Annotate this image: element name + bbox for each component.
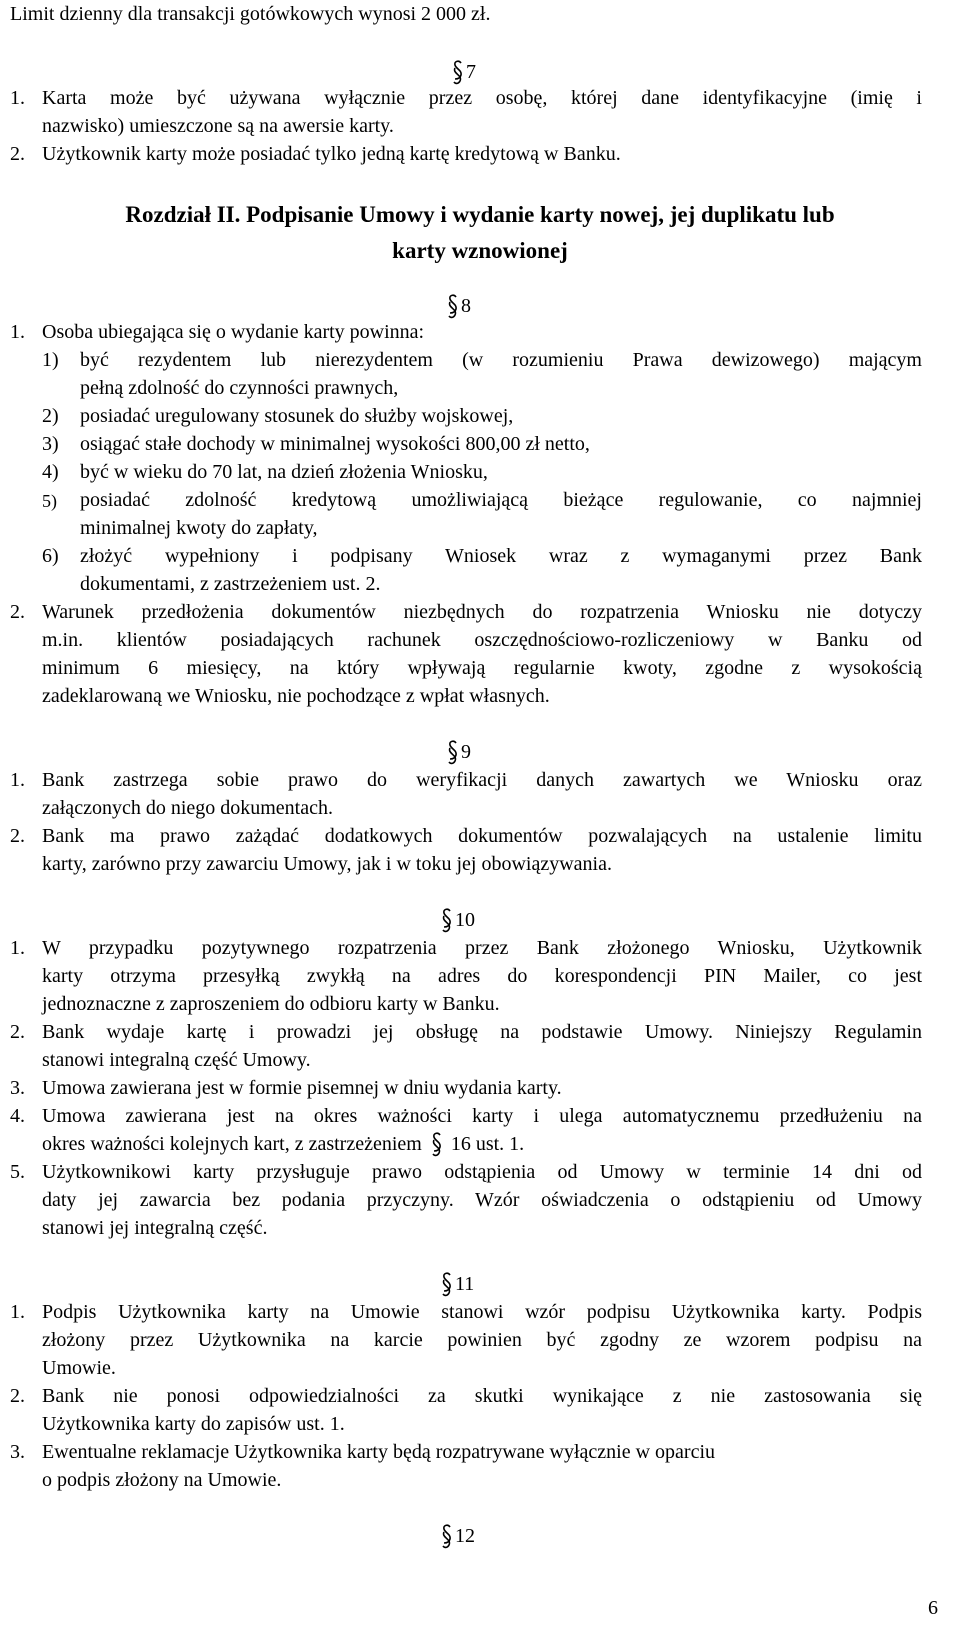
list-item-number: 1. xyxy=(10,769,25,791)
list-item-text: Użytkownik karty może posiadać tylko jedną kartę kredytową w Banku. xyxy=(42,143,621,165)
list-item-text: Użytkownikowi karty przysługuje prawo odstąpienia od Umowy w terminie 14 dni od xyxy=(42,1161,922,1183)
list-item-text: Karta może być używana wyłącznie przez osobę, której dane identyfikacyjne (imię i xyxy=(42,87,922,109)
list-item-number: 1. xyxy=(10,87,25,109)
list-item-text: stanowi integralną część Umowy. xyxy=(42,1049,311,1071)
section-sign-icon xyxy=(441,906,455,934)
list-item-text: załączonych do niego dokumentach. xyxy=(42,797,333,819)
sublist-text: złożyć wypełniony i podpisany Wniosek wraz z wymaganymi przez Bank xyxy=(80,545,922,567)
list-item-text: karty, zarówno przy zawarciu Umowy, jak i w toku jej obowiązywania. xyxy=(42,853,612,875)
list-item-text: stanowi jej integralną część. xyxy=(42,1217,268,1239)
section-sign-icon xyxy=(447,292,461,320)
section-sign-icon xyxy=(431,1130,445,1158)
sublist-text: posiadać uregulowany stosunek do służby wojskowej, xyxy=(80,405,514,427)
list-item-number: 5. xyxy=(10,1161,25,1183)
list-item-text: minimum 6 miesięcy, na który wpływają regularnie kwoty, zgodne z wysokością xyxy=(42,657,922,679)
section-sign-icon xyxy=(447,738,461,766)
list-item-number: 4. xyxy=(10,1105,25,1127)
list-item-number: 2. xyxy=(10,825,25,847)
section-8-heading xyxy=(447,292,471,320)
sublist-number: 5) xyxy=(42,491,57,511)
list-item-number: 2. xyxy=(10,601,25,623)
list-item-text: złożony przez Użytkownika na karcie powinien być zgodny ze wzorem podpisu na xyxy=(42,1329,922,1351)
sublist-text: posiadać zdolność kredytową umożliwiającą bieżące regulowanie, co najmniej xyxy=(80,489,922,511)
sublist-text: osiągać stałe dochody w minimalnej wysokości 800,00 zł netto, xyxy=(80,433,590,455)
list-item-number: 3. xyxy=(10,1441,25,1463)
section-sign-icon xyxy=(441,1522,455,1550)
list-item-number: 1. xyxy=(10,1301,25,1323)
list-item-text xyxy=(42,1130,524,1158)
list-item-text: jednoznaczne z zaproszeniem do odbioru karty w Banku. xyxy=(42,993,500,1015)
chapter-heading: Rozdział II. Podpisanie Umowy i wydanie karty nowej, jej duplikatu lub xyxy=(125,202,835,227)
sublist-number: 6) xyxy=(42,545,59,567)
section-10-heading xyxy=(441,906,475,934)
list-item-text: W przypadku pozytywnego rozpatrzenia przez Bank złożonego Wniosku, Użytkownik xyxy=(42,937,922,959)
section-number: 12 xyxy=(455,1525,475,1547)
list-item-number: 2. xyxy=(10,143,25,165)
list-item-text: Umowa zawierana jest w formie pisemnej w dniu wydania karty. xyxy=(42,1077,562,1099)
list-item-number: 3. xyxy=(10,1077,25,1099)
section-9-heading xyxy=(447,738,471,766)
section-number: 7 xyxy=(466,61,476,83)
list-item-text: Ewentualne reklamacje Użytkownika karty będą rozpatrywane wyłącznie w oparciu xyxy=(42,1441,716,1463)
intro-text: Limit dzienny dla transakcji gotówkowych wynosi 2 000 zł. xyxy=(10,3,491,25)
section-sign-icon xyxy=(452,58,466,86)
section-11-heading xyxy=(441,1270,474,1298)
sublist-text: być w wieku do 70 lat, na dzień złożenia Wniosku, xyxy=(80,461,488,483)
section-number: 9 xyxy=(461,741,471,763)
list-item-text: Bank zastrzega sobie prawo do weryfikacji danych zawartych we Wniosku oraz xyxy=(42,769,922,791)
section-12-heading xyxy=(441,1522,475,1550)
list-item-text: o podpis złożony na Umowie. xyxy=(42,1469,282,1491)
list-item-text: Użytkownika karty do zapisów ust. 1. xyxy=(42,1413,345,1435)
list-item-number: 1. xyxy=(10,321,25,343)
sublist-text: pełną zdolność do czynności prawnych, xyxy=(80,377,399,399)
list-item-text: m.in. klientów posiadających rachunek oszczędnościowo-rozliczeniowy w Banku od xyxy=(42,629,922,651)
sublist-number: 1) xyxy=(42,349,59,371)
sublist-text: dokumentami, z zastrzeżeniem ust. 2. xyxy=(80,573,381,595)
list-item-text: Umowa zawierana jest na okres ważności karty i ulega automatycznemu przedłużeniu na xyxy=(42,1105,922,1127)
list-item-number: 1. xyxy=(10,937,25,959)
chapter-heading: karty wznowionej xyxy=(392,238,568,263)
list-item-text: zadeklarowaną we Wniosku, nie pochodzące z wpłat własnych. xyxy=(42,685,550,707)
list-item-text: Osoba ubiegająca się o wydanie karty powinna: xyxy=(42,321,425,343)
list-item-number: 2. xyxy=(10,1021,25,1043)
section-sign-icon xyxy=(441,1270,455,1298)
list-item-text: Umowie. xyxy=(42,1357,116,1379)
sublist-number: 4) xyxy=(42,461,59,483)
section-7-heading xyxy=(452,58,476,86)
list-item-text: Bank ma prawo zażądać dodatkowych dokumentów pozwalających na ustalenie limitu xyxy=(42,825,922,847)
list-item-text: karty otrzyma przesyłką zwykłą na adres do korespondencji PIN Mailer, co jest xyxy=(42,965,922,987)
list-item-text: Bank nie ponosi odpowiedzialności za skutki wynikające z nie zastosowania się xyxy=(42,1385,922,1407)
list-item-text: Warunek przedłożenia dokumentów niezbędnych do rozpatrzenia Wniosku nie dotyczy xyxy=(42,601,922,623)
list-item-text: nazwisko) umieszczone są na awersie karty. xyxy=(42,115,394,137)
sublist-number: 2) xyxy=(42,405,59,427)
list-item-text-part: okres ważności kolejnych kart, z zastrzeżeniem xyxy=(42,1133,422,1155)
section-number: 11 xyxy=(455,1273,475,1295)
list-item-number: 2. xyxy=(10,1385,25,1407)
list-item-text: Podpis Użytkownika karty na Umowie stanowi wzór podpisu Użytkownika karty. Podpis xyxy=(42,1301,922,1323)
list-item-text-part: 16 ust. 1. xyxy=(450,1133,525,1155)
list-item-text: daty jej zawarcia bez podania przyczyny. Wzór oświadczenia o odstąpieniu od Umowy xyxy=(42,1189,922,1211)
section-number: 8 xyxy=(461,295,471,317)
list-item-text: Bank wydaje kartę i prowadzi jej obsługę na podstawie Umowy. Niniejszy Regulamin xyxy=(42,1021,922,1043)
sublist-text: minimalnej kwoty do zapłaty, xyxy=(80,517,318,539)
page-number: 6 xyxy=(928,1597,938,1619)
section-number: 10 xyxy=(455,909,475,931)
sublist-text: być rezydentem lub nierezydentem (w rozumieniu Prawa dewizowego) mającym xyxy=(80,349,922,371)
sublist-number: 3) xyxy=(42,433,59,455)
